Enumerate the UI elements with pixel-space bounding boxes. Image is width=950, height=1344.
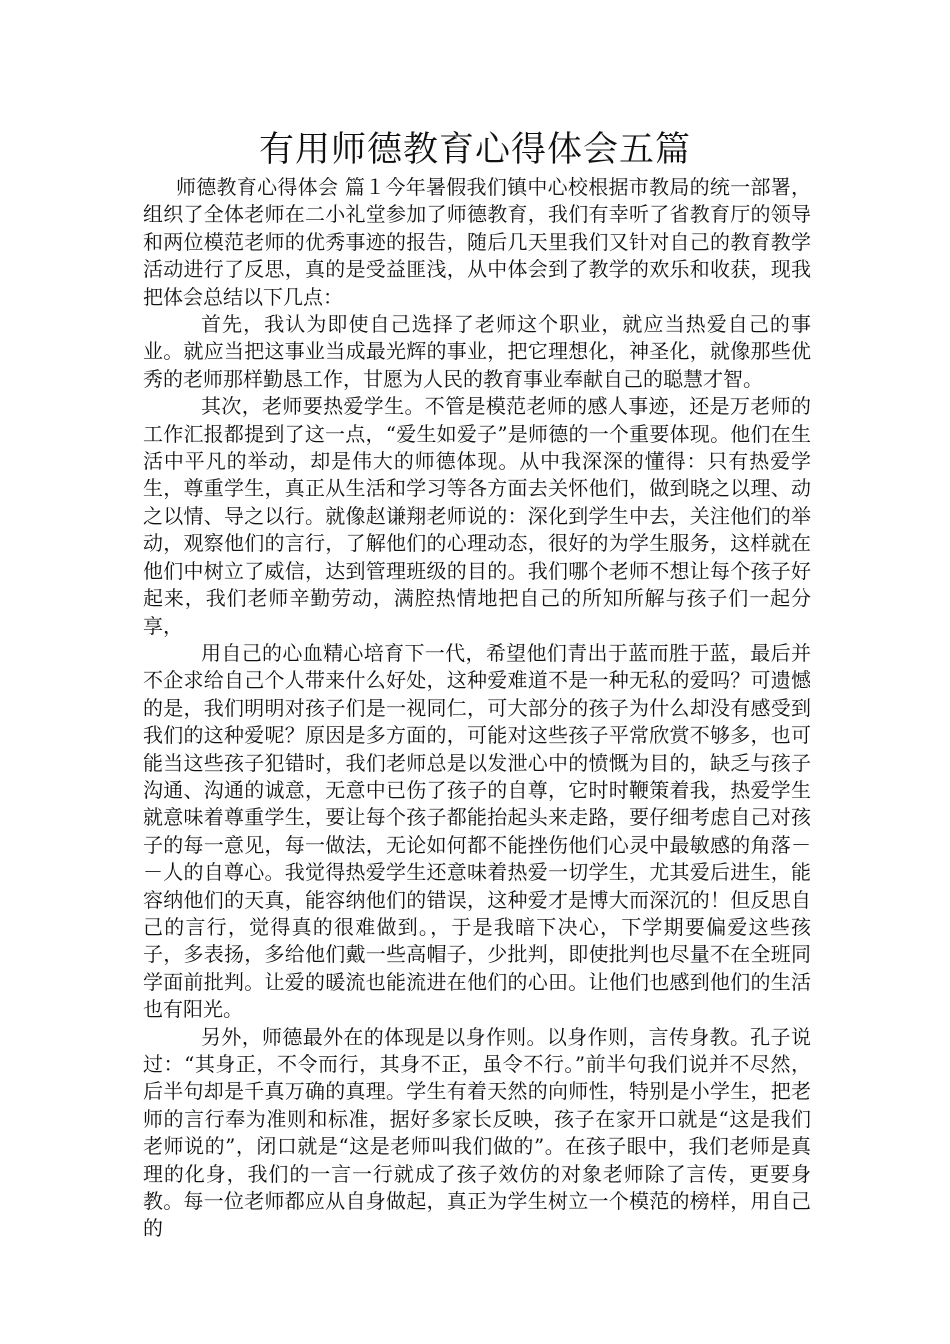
paragraph-lead-by-example: 另外，师德最外在的体现是以身作则。以身作则，言传身教。孔子说过：“其身正，不令而行，其身不正，虽令不行。”前半句我们说并不尽然，后半句却是千真万确的真理。学生有着天然的向师性，特别是小学生，把老师的言行奉为准则和标准，据好多家长反映，孩子在家开口就是“这是我们老师说的”，闭口就是“这是老师叫我们做的”。在孩子眼中，我们老师是真理的化身，我们的一言一行就成了孩子效仿的对象老师除了言传，更要身教。每一位老师都应从自身做起，真正为学生树立一个模范的榜样，用自己的 — [143, 1024, 811, 1241]
document-title: 有用师德教育心得体会五篇 — [258, 130, 691, 170]
document-body — [143, 174, 811, 1243]
paragraph-first-point: 首先，我认为即使自己选择了老师这个职业，就应当热爱自己的事业。就应当把这事业当成最光辉的事业，把它理想化，神圣化，就像那些优秀的老师那样勤恳工作，甘愿为人民的教育事业奉献自己的聪慧才智。 — [143, 312, 811, 391]
paragraph-intro: 师德教育心得体会 篇１今年暑假我们镇中心校根据市教局的统一部署，组织了全体老师在二小礼堂参加了师德教育，我们有幸听了省教育厅的领导和两位模范老师的优秀事迹的报告，随后几天里我们又针对自己的教育教学活动进行了反思，真的是受益匪浅，从中体会到了教学的欢乐和收获，现我把体会总结以下几点： — [143, 175, 811, 309]
paragraph-love-students: 用自己的心血精心培育下一代，希望他们青出于蓝而胜于蓝，最后并不企求给自己个人带来什么好处，这种爱难道不是一种无私的爱吗？可遗憾的是，我们明明对孩子们是一视同仁，可大部分的孩子为什么却没有感受到我们的这种爱呢？原因是多方面的，可能对这些孩子平常欣赏不够多，也可能当这些孩子犯错时，我们老师总是以发泄心中的愤慨为目的，缺乏与孩子沟通、沟通的诚意，无意中已伤了孩子的自尊，它时时鞭策着我，热爱学生就意味着尊重学生，要让每个孩子都能抬起头来走路，要仔细考虑自己对孩子的每一意见，每一做法，无论如何都不能挫伤他们心灵中最敏感的角落－－人的自尊心。我觉得热爱学生还意味着热爱一切学生，尤其爱后进生，能容纳他们的天真，能容纳他们的错误，这种爱才是博大而深沉的！但反思自己的言行，觉得真的很难做到。，于是我暗下决心，下学期要偏爱这些孩子，多表扬，多给他们戴一些高帽子，少批判，即使批判也尽量不在全班同学面前批判。让爱的暖流也能流进在他们的心田。让他们也感到他们的生活也有阳光。 — [143, 640, 811, 1022]
paragraph-second-point: 其次，老师要热爱学生。不管是模范老师的感人事迹，还是万老师的工作汇报都提到了这一点，“爱生如爱子”是师德的一个重要体现。他们在生活中平凡的举动，却是伟大的师德体现。从中我深深的懂得：只有热爱学生，尊重学生，真正从生活和学习等各方面去关怀他们，做到晓之以理、动之以情、导之以行。就像赵谦翔老师说的：深化到学生中去，关注他们的举动，观察他们的言行，了解他们的心理动态，很好的为学生服务，这样就在他们中树立了威信，达到管理班级的目的。我们哪个老师不想让每个孩子好起来，我们老师辛勤劳动，满腔热情地把自己的所知所解与孩子们一起分享， — [143, 394, 811, 638]
